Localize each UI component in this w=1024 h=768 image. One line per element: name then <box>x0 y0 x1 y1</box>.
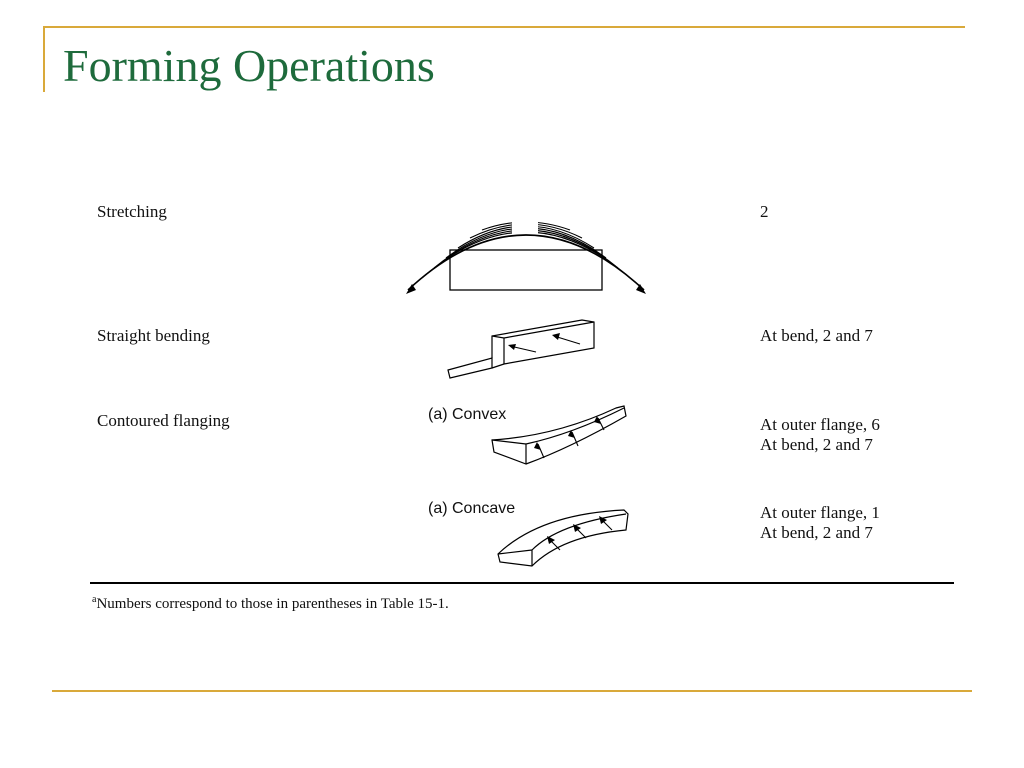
row-locations-convex-line-2: At bend, 2 and 7 <box>760 435 873 454</box>
footnote-marker: a <box>92 594 97 605</box>
slide-title: Forming Operations <box>63 40 435 91</box>
stretching-diagram <box>400 190 660 300</box>
row-label-stretching: Stretching <box>97 202 167 221</box>
convex-flange-diagram <box>486 404 632 470</box>
row-locations-convex-line-1: At outer flange, 6 <box>760 415 880 434</box>
row-locations-stretching: 2 <box>760 202 769 221</box>
table-bottom-rule <box>90 582 954 584</box>
figure-caption-convex: (a) Convex <box>428 406 507 423</box>
straight-bending-diagram <box>444 314 614 382</box>
row-locations-concave-line-2: At bend, 2 and 7 <box>760 523 873 542</box>
figure-caption-concave: (a) Concave <box>428 500 516 517</box>
top-accent-rule <box>43 26 965 28</box>
footnote-text: Numbers correspond to those in parentheses in Table 15-1. <box>96 596 449 612</box>
row-label-straight-bending: Straight bending <box>97 326 210 345</box>
left-accent-rule <box>43 26 45 92</box>
footnote <box>92 594 449 613</box>
row-locations-straight-bending: At bend, 2 and 7 <box>760 326 873 345</box>
row-label-contoured-flanging: Contoured flanging <box>97 411 230 430</box>
concave-flange-diagram <box>490 500 634 572</box>
bottom-accent-rule <box>52 690 972 692</box>
row-locations-concave-line-1: At outer flange, 1 <box>760 503 880 522</box>
